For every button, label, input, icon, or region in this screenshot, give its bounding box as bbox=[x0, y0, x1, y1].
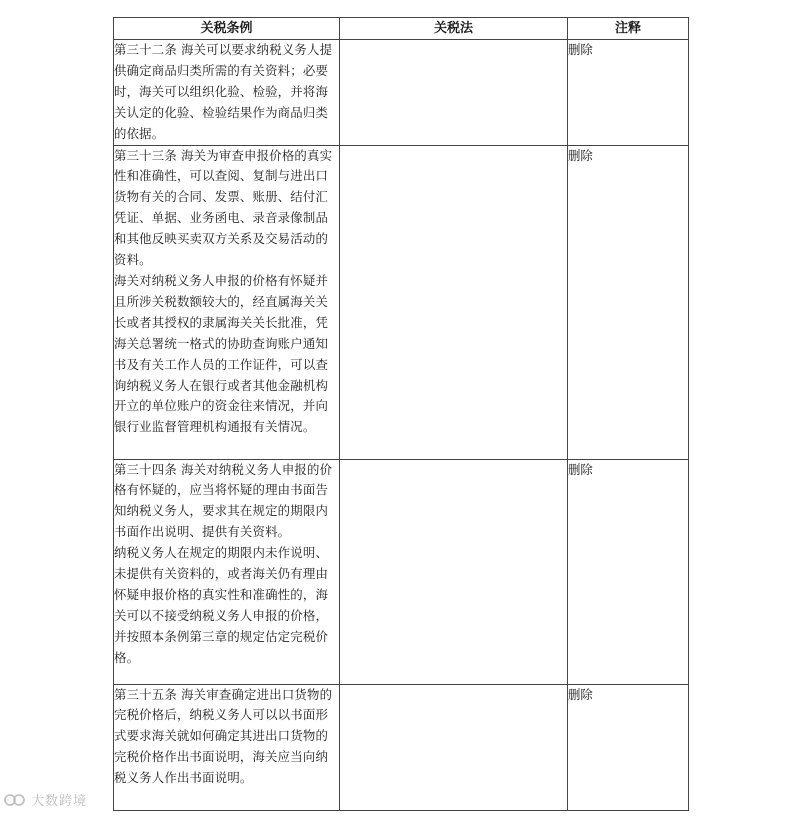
law-cell bbox=[340, 40, 568, 146]
regulation-text: 第三十二条 海关可以要求纳税义务人提供确定商品归类所需的有关资料；必要时，海关可以组织化验、检验，并将海关认定的化验、检验结果作为商品归类的依据。 bbox=[114, 42, 333, 141]
table-row bbox=[114, 459, 689, 684]
comparison-table bbox=[113, 17, 689, 811]
regulation-text: 第三十四条 海关对纳税义务人申报的价格有怀疑的，应当将怀疑的理由书面告知纳税义务人，要求其在规定的期限内书面作出说明、提供有关资料。 bbox=[114, 461, 333, 540]
table-header-row bbox=[114, 18, 689, 40]
table-row bbox=[114, 40, 689, 146]
regulation-cell bbox=[114, 145, 340, 459]
regulation-cell bbox=[114, 459, 340, 684]
table-row bbox=[114, 145, 689, 459]
regulation-text: 第三十三条 海关为审查申报价格的真实性和准确性，可以查阅、复制与进出口货物有关的合同、发票、账册、结付汇凭证、单据、业务函电、录音录像制品和其他反映买卖双方关系及交易活动的资料。 bbox=[114, 147, 333, 268]
regulation-text: 第三十五条 海关审查确定进出口货物的完税价格后，纳税义务人可以以书面形式要求海关就如何确定其进出口货物的完税价格作出书面说明，海关应当向纳税义务人作出书面说明。 bbox=[114, 686, 333, 786]
header-note: 注释 bbox=[568, 18, 689, 40]
table-row bbox=[114, 684, 689, 810]
note-cell: 删除 bbox=[568, 459, 689, 684]
header-law: 关税法 bbox=[340, 18, 568, 40]
law-cell bbox=[340, 684, 568, 810]
law-cell bbox=[340, 459, 568, 684]
note-cell: 删除 bbox=[568, 40, 689, 146]
watermark bbox=[4, 790, 87, 811]
header-regulation: 关税条例 bbox=[114, 18, 340, 40]
regulation-text: 纳税义务人在规定的期限内未作说明、未提供有关资料的，或者海关仍有理由怀疑申报价格的真实性和准确性的，海关可以不接受纳税义务人申报的价格，并按照本条例第三章的规定估定完税价格。 bbox=[114, 545, 329, 665]
note-cell: 删除 bbox=[568, 684, 689, 810]
note-cell: 删除 bbox=[568, 145, 689, 459]
regulation-cell bbox=[114, 40, 340, 146]
watermark-logo-icon bbox=[4, 793, 26, 811]
regulation-cell bbox=[114, 684, 340, 810]
watermark-text: 大数跨境 bbox=[31, 794, 88, 809]
law-cell bbox=[340, 145, 568, 459]
regulation-text: 海关对纳税义务人申报的价格有怀疑并且所涉关税数额较大的，经直属海关关长或者其授权的隶属海关关长批准，凭海关总署统一格式的协助查询账户通知书及有关工作人员的工作证件，可以查询纳税义务人在银行或者其他金融机构开立的单位账户的资金往来情况，并向银行业监督管理机构通报有关情况。 bbox=[114, 272, 329, 435]
